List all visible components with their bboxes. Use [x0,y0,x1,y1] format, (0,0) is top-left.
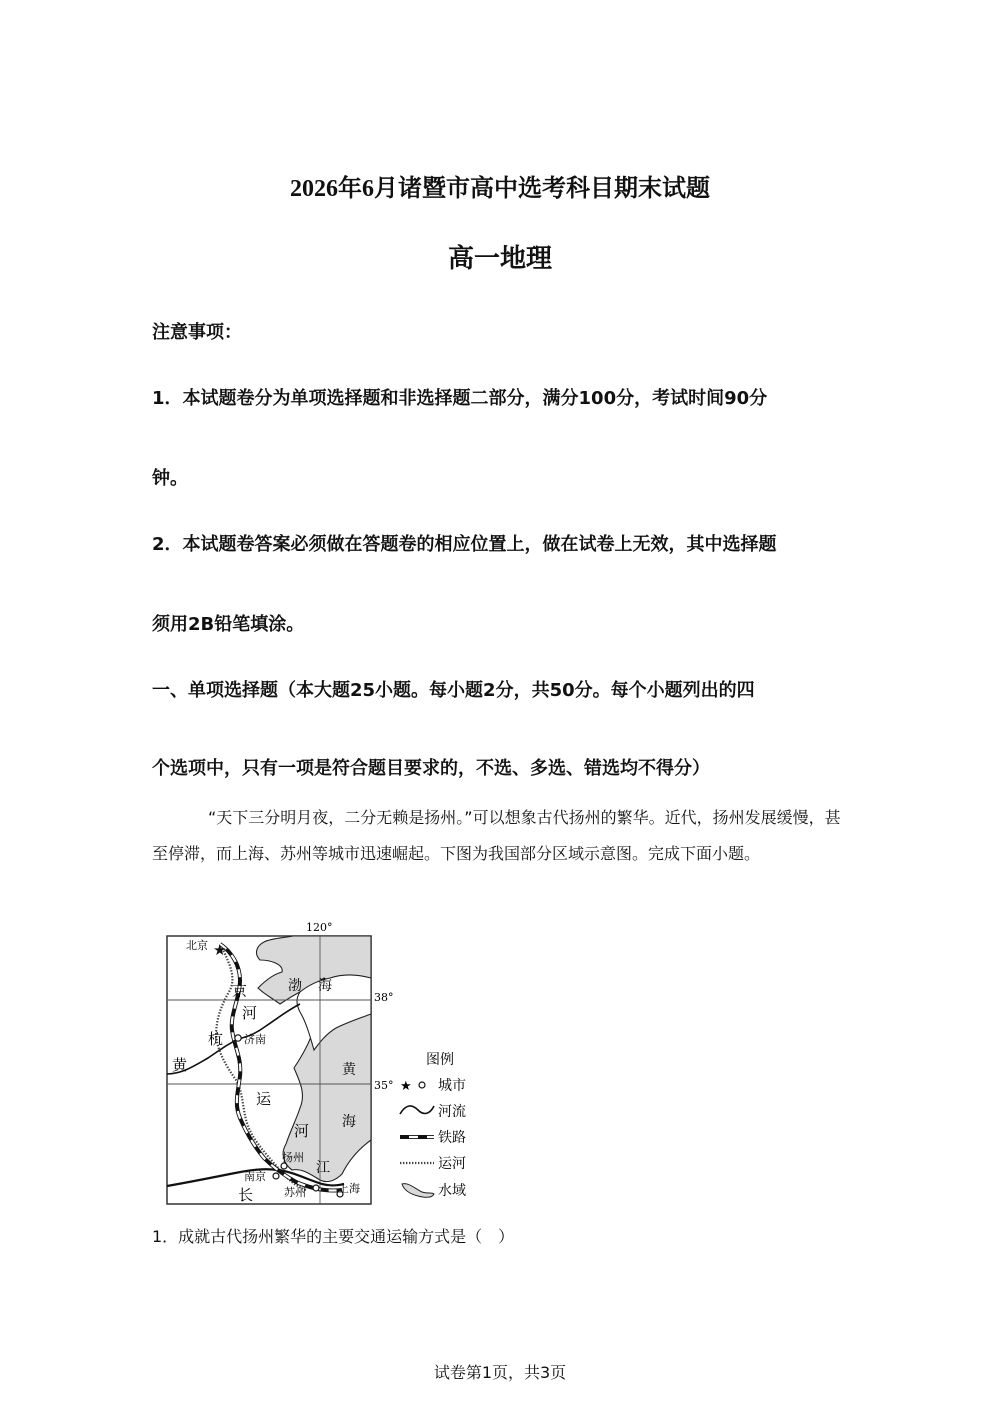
city-beijing-star: ★ [213,941,227,959]
legend-water-icon [402,1184,434,1198]
notice-item-2-line-1: 2．本试题卷答案必须做在答题卷的相应位置上，做在试卷上无效，其中选择题 [152,534,777,555]
canal-char-he-1: 河 [242,1004,258,1022]
legend-city-label: 城市 [438,1078,466,1094]
city-label-yangzhou: 扬州 [282,1151,304,1164]
legend-title: 图例 [426,1052,454,1068]
canal-char-hang: 杭 [208,1030,224,1048]
exam-title: 2026年6月诸暨市高中选考科目期末试题 [290,176,710,202]
canal-char-he-2: 河 [294,1122,310,1140]
city-jinan-dot [235,1035,241,1041]
notice-item-1-line-2: 钟。 [152,468,188,489]
map-legend [400,1052,466,1199]
page-footer: 试卷第1页，共3页 [433,1363,567,1382]
canal-char-jing: 京 [232,982,248,1000]
passage-text: “天下三分明月夜，二分无赖是扬州。”可以想象古代扬州的繁华。近代，扬州发展缓慢，甚至停滞，而上海、苏州等城市迅速崛起。下图为我国部分区域示意图。完成下面小题。 [152,808,841,863]
city-label-jinan: 济南 [244,1033,266,1046]
legend-railway-label: 铁路 [438,1130,466,1146]
city-nanjing-dot [273,1173,279,1179]
notice-item-1-line-1: 1．本试题卷分为单项选择题和非选择题二部分，满分100分，考试时间90分 [152,388,768,409]
question-1: 1．成就古代扬州繁华的主要交通运输方式是（ ） [152,1227,515,1246]
water-label-hai-1: 海 [318,978,332,994]
legend-river-icon [400,1106,434,1114]
section-1-heading-line-2: 个选项中，只有一项是符合题目要求的，不选、多选、错选均不得分） [152,758,710,779]
water-label-bo: 渤 [288,978,302,994]
water-label-chang: 长 [238,1186,254,1204]
legend-river-label: 河流 [438,1104,466,1120]
water-label-hai-2: 海 [342,1114,356,1130]
lat-label-35: 35° [374,1079,394,1092]
section-1-heading-line-1: 一、单项选择题（本大题25小题。每小题2分，共50分。每个小题列出的四 [152,680,755,701]
city-suzhou-dot [313,1185,319,1191]
legend-city-star: ★ [400,1079,412,1094]
water-label-huang-river: 黄 [172,1056,188,1074]
city-label-beijing: 北京 [186,939,208,952]
lat-label-38: 38° [374,991,394,1004]
canal-char-yun: 运 [256,1090,272,1108]
city-label-nanjing: 南京 [244,1170,266,1183]
lon-label-120: 120° [306,921,333,934]
region-map [160,918,500,1210]
water-label-jiang: 江 [316,1160,330,1176]
notice-heading: 注意事项： [152,322,242,343]
legend-city-dot [419,1082,425,1088]
legend-water-label: 水域 [438,1183,466,1199]
city-label-suzhou: 苏州 [284,1186,306,1199]
exam-subtitle: 高一地理 [447,244,552,274]
legend-canal-label: 运河 [438,1156,466,1172]
notice-item-2-line-2: 须用2B铅笔填涂。 [152,614,305,635]
water-label-huang-sea: 黄 [342,1062,356,1078]
city-label-shanghai: 上海 [338,1182,360,1195]
